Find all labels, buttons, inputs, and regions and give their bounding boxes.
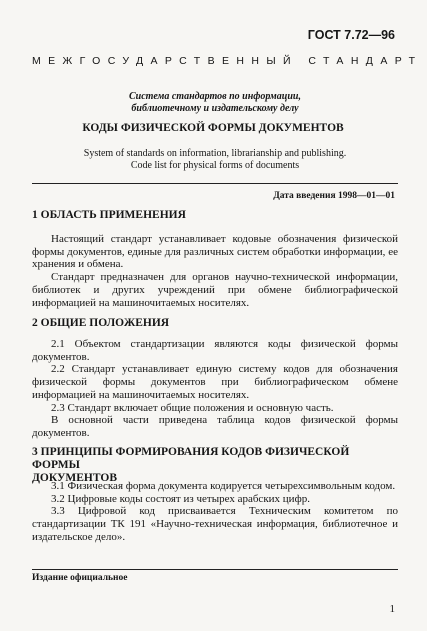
paragraph: 3.2 Цифровые коды состоят из четырех арабских цифр.	[51, 492, 310, 505]
official-edition-label: Издание официальное	[32, 573, 128, 583]
paragraph: Стандарт предназначен для органов научно-технической информации, библиотек и других учреждений при обмене библиографической информацией на машиночитаемых носителях.	[32, 271, 398, 309]
page-number: 1	[389, 603, 395, 615]
introduction-date: Дата введения 1998—01—01	[273, 191, 395, 201]
system-title-line1: Система стандартов по информации,	[129, 91, 301, 102]
section-3-body	[32, 480, 398, 544]
paragraph: 3.3 Цифровой код присваивается Техническим комитетом по стандартизации ТК 191 «Научно-техническая информация, библиотечное и издательское дело».	[32, 505, 398, 543]
interstate-standard-caption: МЕЖГОСУДАРСТВЕННЫЙ СТАНДАРТ	[32, 55, 423, 67]
paragraph: В основной части приведена таблица кодов физической формы документов.	[32, 414, 398, 439]
paragraph: 2.3 Стандарт включает общие положения и основную часть.	[51, 401, 334, 414]
paragraph: Настоящий стандарт устанавливает кодовые обозначения физической формы документов, единые для различных систем обработки информации, ее хранения и обмена.	[32, 233, 398, 271]
system-title-line2: библиотечному и издательскому делу	[131, 103, 299, 114]
section-2-heading: 2 ОБЩИЕ ПОЛОЖЕНИЯ	[32, 317, 170, 329]
english-title-line1: System of standards on information, librarianship and publishing.	[83, 148, 347, 159]
footer-divider	[32, 569, 398, 570]
section-2-body	[32, 338, 398, 440]
section-1-body	[32, 233, 398, 309]
section-3-heading-line1: 3 ПРИНЦИПЫ ФОРМИРОВАНИЯ КОДОВ ФИЗИЧЕСКОЙ ФОРМЫ	[32, 446, 350, 471]
paragraph: 2.1 Объектом стандартизации являются коды физической формы документов.	[32, 338, 398, 363]
document-title: КОДЫ ФИЗИЧЕСКОЙ ФОРМЫ ДОКУМЕНТОВ	[82, 122, 344, 134]
section-1-heading: 1 ОБЛАСТЬ ПРИМЕНЕНИЯ	[32, 209, 186, 221]
paragraph: 2.2 Стандарт устанавливает единую систему кодов для обозначения физической формы документов при библиографическом обмене информацией на машиночитаемых носителях.	[32, 363, 398, 401]
section-3-heading-line2: ДОКУМЕНТОВ	[32, 472, 118, 484]
standards-system-title	[60, 91, 370, 115]
header-divider	[32, 183, 398, 184]
paragraph: 3.1 Физическая форма документа кодируется четырехсимвольным кодом.	[51, 480, 396, 492]
english-title	[45, 148, 385, 172]
gost-code: ГОСТ 7.72—96	[307, 28, 395, 42]
english-title-line2: Code list for physical forms of documents	[130, 160, 300, 171]
